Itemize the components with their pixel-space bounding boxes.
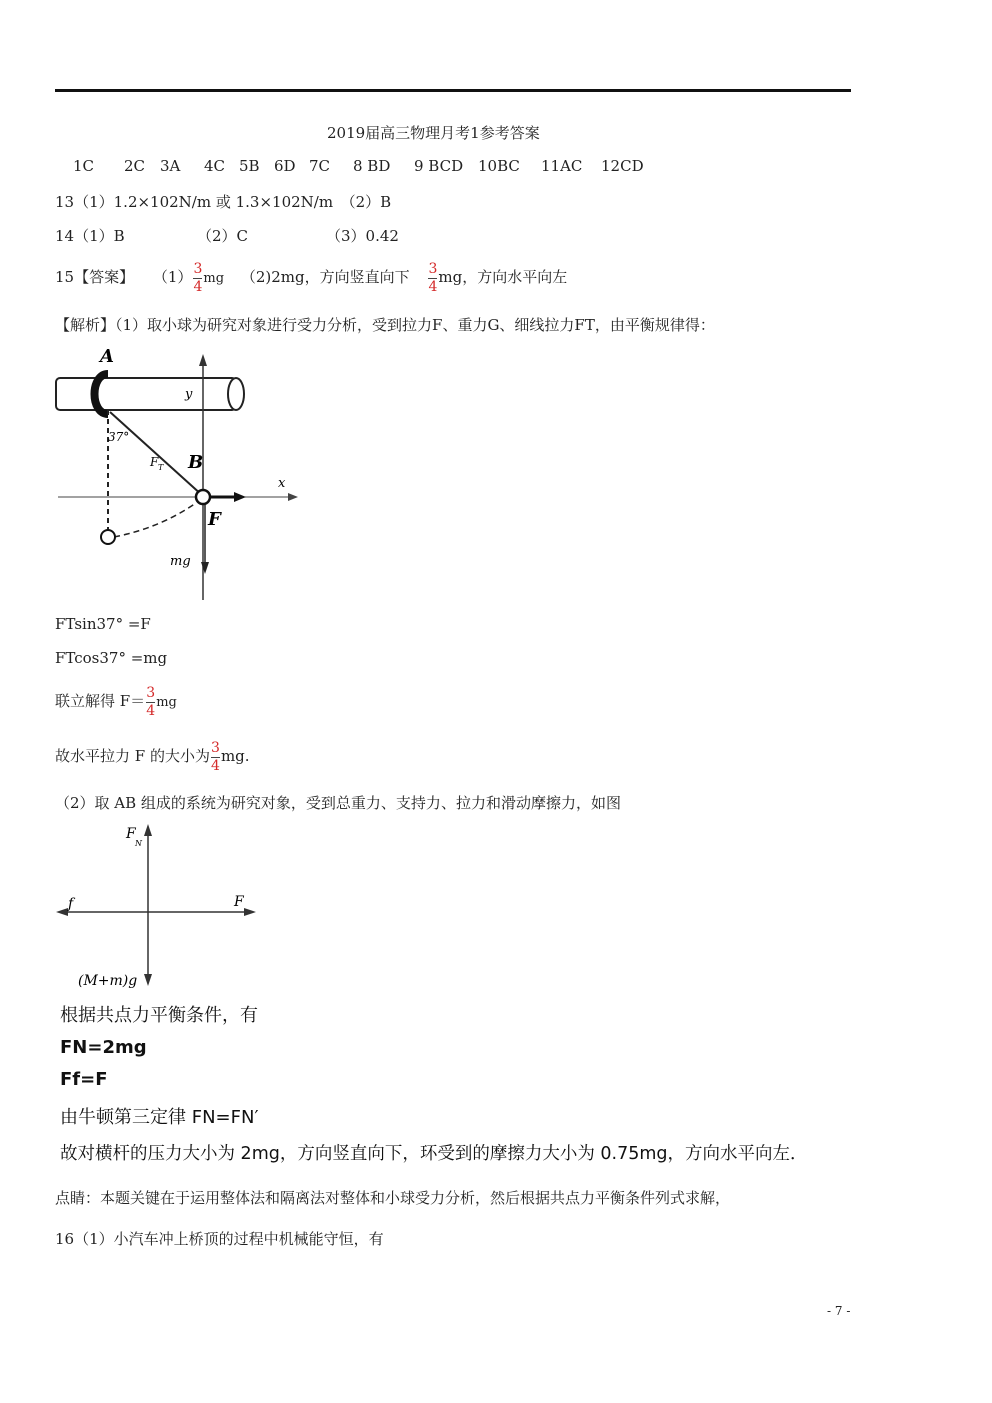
f-pull-arrowhead	[244, 908, 256, 916]
q15-part2: （2)2mg，方向竖直向下	[240, 268, 410, 286]
normal-force-eq: FN=2mg	[60, 1037, 147, 1058]
choice-7: 7C	[309, 157, 331, 175]
equation-4-prefix: 故水平拉力 F 的大小为	[55, 747, 210, 765]
label-angle: 37°	[108, 430, 130, 444]
equation-4	[55, 737, 250, 775]
label-ft-sub: T	[158, 463, 164, 472]
equation-3-prefix: 联立解得 F＝	[55, 692, 146, 710]
fraction-denominator: 4	[428, 278, 438, 295]
comment: 点睛：本题关键在于运用整体法和隔离法对整体和小球受力分析，然后根据共点力平衡条件列式求解，	[55, 1189, 731, 1207]
ball-b	[196, 490, 210, 504]
fraction-numerator: 3	[146, 684, 156, 701]
equation-3	[55, 682, 177, 722]
choice-2: 2C	[124, 157, 146, 175]
friction-eq: Ff=F	[60, 1069, 108, 1090]
part2-intro: （2）取 AB 组成的系统为研究对象，受到总重力、支持力、拉力和滑动摩擦力，如图	[55, 794, 621, 812]
label-ft: F	[150, 455, 159, 469]
page-title: 2019届高三物理月考1参考答案	[327, 124, 540, 142]
choice-12: 12CD	[601, 157, 644, 175]
q14-part3: （3）0.42	[326, 227, 399, 245]
fraction-denominator: 4	[146, 702, 156, 719]
choice-6: 6D	[274, 157, 296, 175]
equation-3-fraction	[146, 686, 155, 719]
y-axis-arrow	[199, 354, 207, 366]
label-fn-sub: N	[135, 839, 142, 848]
fraction-denominator: 4	[193, 278, 203, 295]
q15-label: 15【答案】	[55, 268, 135, 286]
choice-9: 9 BCD	[414, 157, 464, 175]
force-f-arrowhead	[234, 492, 246, 502]
label-f: F	[208, 509, 221, 530]
label-y: y	[185, 387, 193, 402]
conclusion: 故对横杆的压力大小为 2mg，方向竖直向下，环受到的摩擦力大小为 0.75mg，方向水平向左．	[60, 1144, 808, 1164]
fraction-denominator: 4	[210, 757, 220, 774]
choice-11: 11AC	[541, 157, 583, 175]
balance-condition: 根据共点力平衡条件，有	[60, 1005, 258, 1026]
q14-part2: （2）C	[197, 227, 249, 245]
label-a: A	[100, 346, 114, 367]
weight-arrowhead	[144, 974, 152, 986]
equation-4-fraction	[211, 741, 220, 774]
equation-1: FTsin37° =F	[55, 615, 151, 633]
choice-10: 10BC	[478, 157, 520, 175]
q15-fraction-2	[428, 262, 437, 295]
q16-start: 16（1）小汽车冲上桥顶的过程中机械能守恒，有	[55, 1230, 384, 1248]
analysis-intro: 【解析】（1）取小球为研究对象进行受力分析，受到拉力F、重力G、细线拉力FT，由平衡规律得：	[55, 316, 715, 334]
f-friction-arrowhead	[56, 908, 68, 916]
force-diagram-ball	[50, 340, 310, 605]
equation-2: FTcos37° =mg	[55, 649, 168, 667]
fraction-numerator: 3	[210, 739, 220, 756]
label-b: B	[188, 452, 204, 473]
q15-part1: （1）	[152, 268, 193, 286]
crossbar	[56, 378, 236, 410]
choice-5: 5B	[239, 157, 260, 175]
header-rule	[55, 89, 851, 92]
q15-mg: mg	[203, 271, 225, 286]
fn-arrowhead	[144, 824, 152, 836]
label-weight: (M+m)g	[78, 973, 138, 989]
equation-4-suffix: mg.	[220, 747, 250, 765]
crossbar-end	[228, 378, 244, 410]
page-number: - 7 -	[827, 1304, 851, 1318]
q15-fraction-1	[193, 262, 202, 295]
label-x: x	[278, 476, 286, 491]
choice-8: 8 BD	[353, 157, 391, 175]
ball-initial	[101, 530, 115, 544]
label-fn: F	[126, 826, 136, 842]
force-diagram-system	[50, 818, 270, 993]
choice-3: 3A	[160, 157, 181, 175]
q14-part1: 14（1）B	[55, 227, 125, 245]
fraction-numerator: 3	[428, 260, 438, 277]
choice-answers	[73, 157, 644, 175]
newton-third-law: 由牛顿第三定律 FN=FN′	[60, 1107, 259, 1128]
choice-1: 1C	[73, 157, 95, 175]
label-mg: mg	[170, 554, 191, 569]
fraction-numerator: 3	[193, 260, 203, 277]
x-axis-arrow	[288, 493, 298, 501]
q15-tail: mg，方向水平向左	[438, 268, 568, 286]
label-friction: f	[68, 896, 74, 912]
choice-4: 4C	[204, 157, 226, 175]
label-pull: F	[234, 894, 244, 910]
q15-answer	[55, 258, 567, 298]
swing-path	[114, 503, 196, 537]
equation-3-mg: mg	[156, 695, 177, 710]
gravity-arrowhead	[201, 562, 209, 574]
q13-answer: 13（1）1.2×102N/m 或 1.3×102N/m （2）B	[55, 193, 392, 211]
